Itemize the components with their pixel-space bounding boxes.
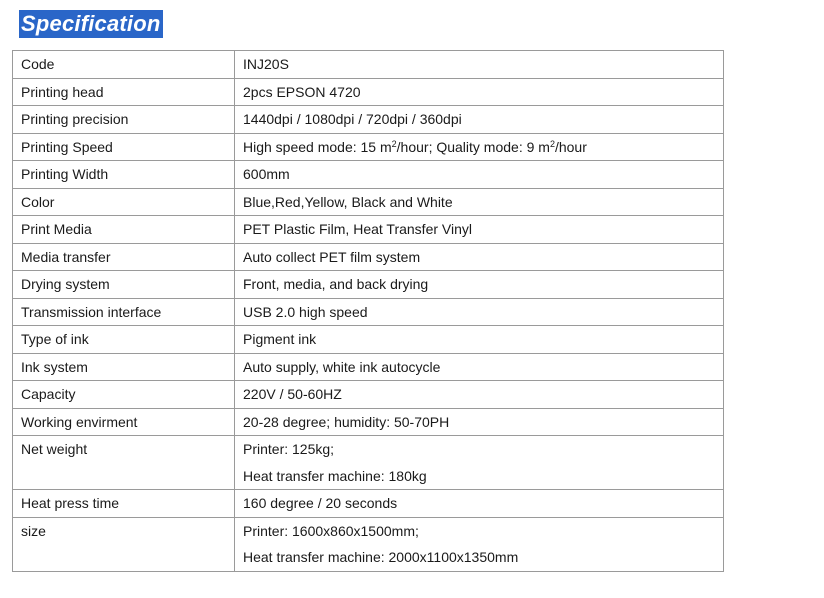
- specification-table: [12, 50, 724, 572]
- spec-row-size: [13, 517, 724, 571]
- spec-label: Capacity: [13, 381, 235, 409]
- spec-row-drying-system: [13, 271, 724, 299]
- spec-value: 160 degree / 20 seconds: [235, 490, 724, 518]
- spec-value-line: Printer: 1600x860x1500mm;: [243, 522, 419, 539]
- spec-label: size: [13, 517, 235, 571]
- spec-value: 2pcs EPSON 4720: [235, 78, 724, 106]
- speed-exponent-2: 2: [549, 138, 555, 149]
- spec-value-line: Heat transfer machine: 180kg: [243, 467, 427, 484]
- spec-row-printing-head: [13, 78, 724, 106]
- spec-value: USB 2.0 high speed: [235, 298, 724, 326]
- spec-label: Printing Width: [13, 161, 235, 189]
- spec-label: Printing precision: [13, 106, 235, 134]
- spec-row-heat-press-time: [13, 490, 724, 518]
- spec-label: Type of ink: [13, 326, 235, 354]
- spec-value: Front, media, and back drying: [235, 271, 724, 299]
- spec-row-ink-system: [13, 353, 724, 381]
- spec-row-printing-precision: [13, 106, 724, 134]
- spec-row-printing-speed: [13, 133, 724, 161]
- spec-value: Auto collect PET film system: [235, 243, 724, 271]
- spec-label: Drying system: [13, 271, 235, 299]
- spec-heading: Specification: [21, 11, 161, 36]
- spec-value: 600mm: [235, 161, 724, 189]
- speed-quality-suffix: /hour: [554, 138, 587, 155]
- spec-label: Heat press time: [13, 490, 235, 518]
- spec-row-transmission-interface: [13, 298, 724, 326]
- spec-label: Working envirment: [13, 408, 235, 436]
- spec-label: Color: [13, 188, 235, 216]
- spec-value-line: Heat transfer machine: 2000x1100x1350mm: [243, 549, 519, 565]
- spec-value: Blue,Red,Yellow, Black and White: [235, 188, 724, 216]
- spec-row-media-transfer: [13, 243, 724, 271]
- spec-label: Printing head: [13, 78, 235, 106]
- spec-value: 20-28 degree; humidity: 50-70PH: [235, 408, 724, 436]
- spec-label: Printing Speed: [13, 133, 235, 161]
- spec-value: INJ20S: [235, 51, 724, 79]
- spec-row-print-media: [13, 216, 724, 244]
- spec-value: [235, 436, 724, 490]
- spec-row-net-weight: [13, 436, 724, 490]
- spec-value: Pigment ink: [235, 326, 724, 354]
- speed-high-suffix: /hour; Quality mode: 9 m: [396, 138, 550, 155]
- spec-row-working-environment: [13, 408, 724, 436]
- speed-high-prefix: High speed mode: 15 m: [243, 138, 392, 155]
- spec-label: Print Media: [13, 216, 235, 244]
- spec-value: PET Plastic Film, Heat Transfer Vinyl: [235, 216, 724, 244]
- spec-value-line: Printer: 125kg;: [243, 441, 335, 457]
- spec-row-color: [13, 188, 724, 216]
- spec-row-capacity: [13, 381, 724, 409]
- spec-label: Ink system: [13, 353, 235, 381]
- spec-row-printing-width: [13, 161, 724, 189]
- spec-label: Net weight: [13, 436, 235, 490]
- spec-label: Media transfer: [13, 243, 235, 271]
- spec-value: [235, 133, 724, 161]
- spec-label: Code: [13, 51, 235, 79]
- spec-value: [235, 517, 724, 571]
- spec-label: Transmission interface: [13, 298, 235, 326]
- spec-value: 220V / 50-60HZ: [235, 381, 724, 409]
- spec-value: Auto supply, white ink autocycle: [235, 353, 724, 381]
- spec-value: 1440dpi / 1080dpi / 720dpi / 360dpi: [235, 106, 724, 134]
- speed-exponent-1: 2: [391, 138, 397, 149]
- spec-row-type-of-ink: [13, 326, 724, 354]
- spec-row-code: [13, 51, 724, 79]
